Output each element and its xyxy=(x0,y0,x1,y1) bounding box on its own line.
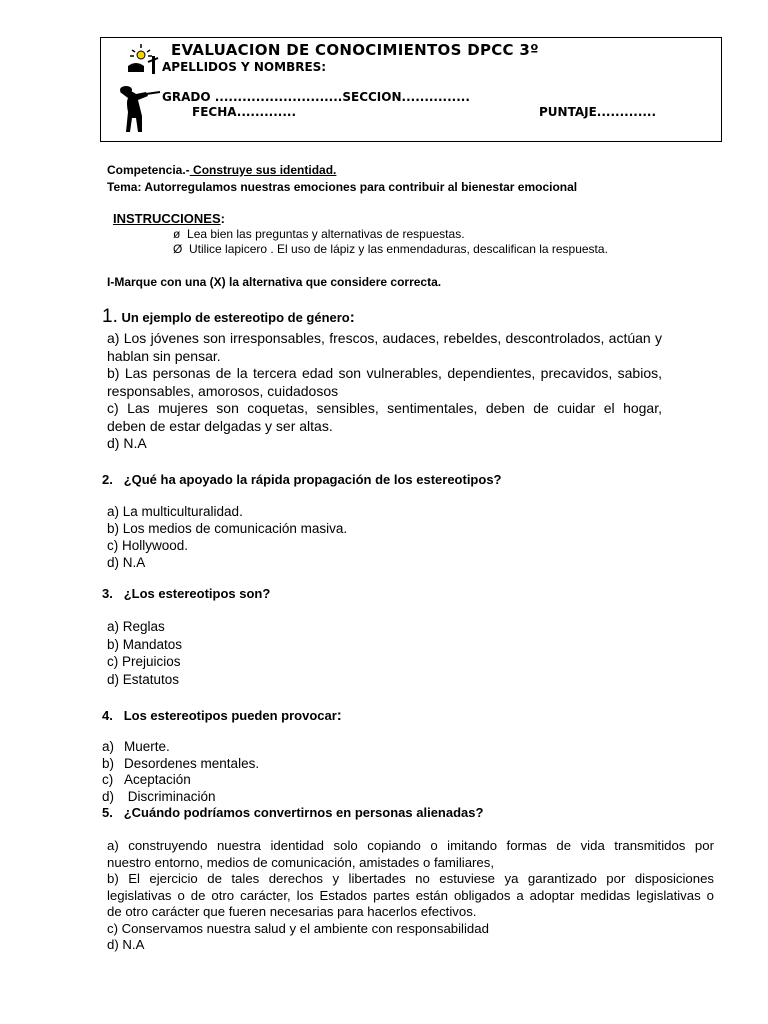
question-colon: : xyxy=(349,309,355,326)
option-b-line-2: legislativas o de otro carácter, los Estados partes están obligados a adoptar medidas legislativas o xyxy=(107,887,714,903)
section-instruction: I-Marque con una (X) la alternativa que considere correcta. xyxy=(107,275,442,289)
question-3 xyxy=(102,586,270,601)
option-c: c) Hollywood. xyxy=(107,538,189,553)
question-1 xyxy=(102,306,355,328)
instructions-heading-text: INSTRUCCIONES xyxy=(113,211,221,226)
option-a: a) Reglas xyxy=(107,619,165,634)
instruction-item-2 xyxy=(173,242,608,256)
competencia-line xyxy=(107,163,336,177)
option-d: d) N.A xyxy=(107,937,145,952)
instructions-heading xyxy=(113,211,225,226)
question-text: ¿Qué ha apoyado la rápida propagación de los estereotipos? xyxy=(123,472,502,487)
option-a: a) Muerte. xyxy=(102,739,170,754)
exam-title: EVALUACION DE CONOCIMIENTOS DPCC 3º xyxy=(171,41,539,59)
option-a-line-1: a) construyendo nuestra identidad solo copiando o imitando formas de vida transmitidos por xyxy=(107,838,714,853)
option-b-line-2: responsables, amorosos, cuidadosos xyxy=(107,382,339,399)
option-b: b) Los medios de comunicación masiva. xyxy=(107,521,348,536)
names-field-label: APELLIDOS Y NOMBRES: xyxy=(162,60,327,74)
question-text: Un ejemplo de estereotipo de género xyxy=(121,310,350,325)
question-4 xyxy=(102,707,342,724)
option-c: c) Prejuicios xyxy=(107,654,181,669)
option-c: c) Conservamos nuestra salud y el ambiente con responsabilidad xyxy=(107,920,489,936)
instruction-item-1 xyxy=(173,227,465,241)
option-d: d) Estatutos xyxy=(107,671,180,687)
instructions-colon: : xyxy=(220,211,225,226)
bullet-icon: ø xyxy=(173,227,181,241)
option-a-line-2: nuestro entorno, medios de comunicación, amistades o familiares, xyxy=(107,854,495,870)
option-b-line-1: b) Las personas de la tercera edad son vulnerables, dependientes, precavidos, sabios, xyxy=(107,365,662,381)
instruction-text: Utilice lapicero . El uso de lápiz y las enmendaduras, descalifican la respuesta. xyxy=(189,242,608,256)
question-1-options xyxy=(107,330,662,453)
question-2 xyxy=(102,472,502,487)
option-a: a) La multiculturalidad. xyxy=(107,504,243,519)
question-text: Los estereotipos pueden provocar xyxy=(123,708,337,723)
question-number: 5. xyxy=(102,805,113,820)
question-text: ¿Los estereotipos son? xyxy=(123,586,271,601)
puntaje-field: PUNTAJE............. xyxy=(539,105,657,119)
option-d: d) N.A xyxy=(107,555,146,570)
competencia-label: Competencia.- xyxy=(107,163,190,177)
question-4-options xyxy=(102,739,259,805)
question-number: 3. xyxy=(102,586,113,601)
fecha-field: FECHA............. xyxy=(192,105,297,119)
question-5-options xyxy=(107,838,714,954)
option-d: d) Discriminación xyxy=(102,788,216,804)
question-5 xyxy=(102,805,483,820)
tema-line: Tema: Autorregulamos nuestras emociones para contribuir al bienestar emocional xyxy=(107,180,578,194)
instruction-text: Lea bien las preguntas y alternativas de respuestas. xyxy=(187,227,465,241)
option-c: c) Aceptación xyxy=(102,772,191,787)
question-number: 1. xyxy=(102,306,118,327)
question-number: 2. xyxy=(102,472,113,487)
question-text: ¿Cuándo podríamos convertirnos en personas alienadas? xyxy=(123,805,484,820)
option-d: d) N.A xyxy=(107,435,147,451)
question-3-options xyxy=(107,618,182,688)
question-2-options xyxy=(107,503,347,571)
option-c-line-1: c) Las mujeres son coquetas, sensibles, sentimentales, deben de cuidar el hogar, xyxy=(107,400,662,416)
option-a-line-1: a) Los jóvenes son irresponsables, frescos, audaces, rebeldes, descontrolados, actúan y xyxy=(107,330,662,346)
option-b: b) Mandatos xyxy=(107,636,183,652)
option-c-line-2: deben de estar delgadas y ser altas. xyxy=(107,417,333,434)
option-a-line-2: hablan sin pensar. xyxy=(107,347,221,364)
option-b-line-1: b) El ejercicio de tales derechos y libertades no estuviese ya garantizado por disposiciones xyxy=(107,871,714,886)
competencia-value: Construye sus identidad. xyxy=(189,163,337,177)
option-b-line-3: de otro carácter que fueren necesarias para hacerlos efectivos. xyxy=(107,904,477,919)
grado-seccion-field: GRADO ............................SECCION............... xyxy=(162,90,470,104)
question-number: 4. xyxy=(102,708,113,723)
bullet-icon: Ø xyxy=(173,242,183,256)
option-b: b) Desordenes mentales. xyxy=(102,755,260,771)
question-colon: : xyxy=(336,707,342,724)
